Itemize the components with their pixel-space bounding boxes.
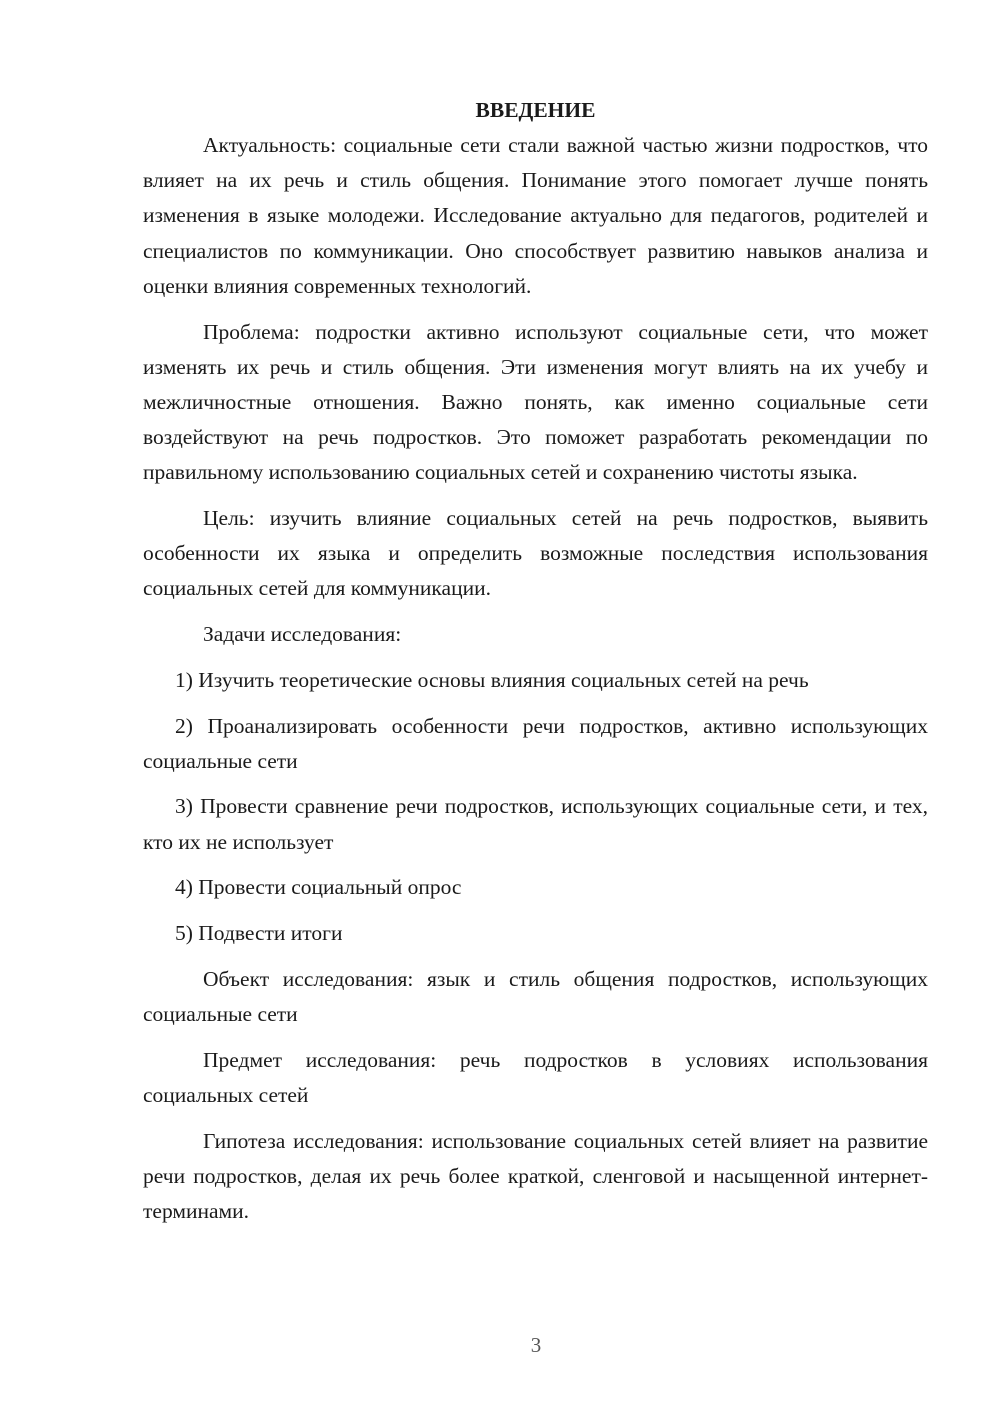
section-title: ВВЕДЕНИЕ	[475, 98, 596, 122]
task-item: 4) Провести социальный опрос	[175, 875, 462, 900]
paragraph-subject: Предмет исследования: речь подростков в условиях использования социальных сетей	[143, 1047, 928, 1107]
paragraph-problem: Проблема: подростки активно используют социальные сети, что может изменять их речь и стиль общения. Эти изменения могут влиять на их учебу и межличностные отношения. Важно понять, как именно социальные сети воздействуют на речь подростков. Это поможет разработать рекомендации по правильному использованию социальных сетей и сохранению чистоты языка.	[143, 319, 928, 485]
tasks-heading: Задачи исследования:	[203, 622, 402, 647]
task-item: 5) Подвести итоги	[175, 921, 343, 946]
task-item: 3) Провести сравнение речи подростков, использующих социальные сети, и тех, кто их не использует	[143, 794, 928, 854]
paragraph-relevance: Актуальность: социальные сети стали важной частью жизни подростков, что влияет на их речь и стиль общения. Понимание этого помогает лучше понять изменения в языке молодежи. Исследование актуально для педагогов, родителей и специалистов по коммуникации. Оно способствует развитию навыков анализа и оценки влияния современных технологий.	[143, 133, 928, 298]
page-number: 3	[530, 1333, 542, 1357]
paragraph-object: Объект исследования: язык и стиль общения подростков, использующих социальные сети	[143, 966, 928, 1026]
task-item: 2) Проанализировать особенности речи подростков, активно использующих социальные сети	[143, 713, 928, 773]
paragraph-hypothesis: Гипотеза исследования: использование социальных сетей влияет на развитие речи подростков, делая их речь более краткой, сленговой и насыщенной интернет-терминами.	[143, 1128, 928, 1223]
document-body	[143, 93, 928, 1240]
paragraph-goal: Цель: изучить влияние социальных сетей на речь подростков, выявить особенности их языка и определить возможные последствия использования социальных сетей для коммуникации.	[143, 506, 928, 601]
task-item: 1) Изучить теоретические основы влияния социальных сетей на речь	[175, 667, 809, 692]
